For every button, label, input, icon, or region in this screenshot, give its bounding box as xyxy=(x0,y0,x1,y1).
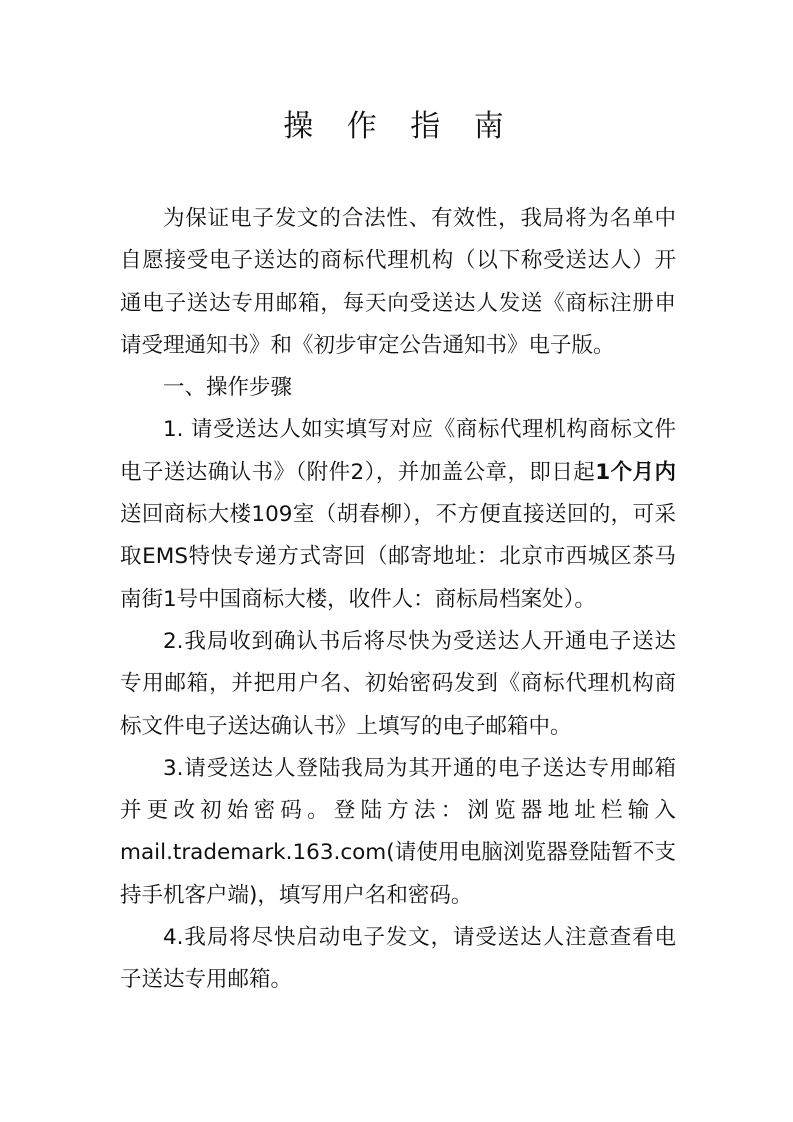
step-2-paragraph: 2.我局收到确认书后将尽快为受送达人开通电子送达专用邮箱，并把用户名、初始密码发到《商标代理机构商标文件电子送达确认书》上填写的电子邮箱中。 xyxy=(120,628,676,739)
page-title: 操 作 指 南 xyxy=(283,109,516,144)
document-body xyxy=(120,198,676,1002)
intro-paragraph: 为保证电子发文的合法性、有效性，我局将为名单中自愿接受电子送达的商标代理机构（以下称受送达人）开通电子送达专用邮箱，每天向受送达人发送《商标注册申请受理通知书》和《初步审定公告通知书》电子版。 xyxy=(120,206,676,358)
step-1-paragraph xyxy=(120,409,676,620)
step-3-paragraph: 3.请受送达人登陆我局为其开通的电子送达专用邮箱并更改初始密码。登陆方法：浏览器地址栏输入mail.trademark.163.com(请使用电脑浏览器登陆暂不支持手机客户端)，填写用户名和密码。 xyxy=(120,755,676,908)
step-1-text-start: 1. 请受送达人如实填写对应《商标代理机构商标文件电子送达确认书》（附件2），并加盖公章，即日起 xyxy=(120,417,676,485)
section-heading: 一、操作步骤 xyxy=(163,375,293,401)
step-1-text-end: 送回商标大楼109室（胡春柳），不方便直接送回的，可采取EMS特快专递方式寄回（邮寄地址：北京市西城区茶马南街1号中国商标大楼，收件人：商标局档案处）。 xyxy=(120,502,676,612)
deadline-emphasis: 1个月内 xyxy=(595,459,676,485)
step-4-paragraph: 4.我局将尽快启动电子发文，请受送达人注意查看电子送达专用邮箱。 xyxy=(120,925,676,993)
